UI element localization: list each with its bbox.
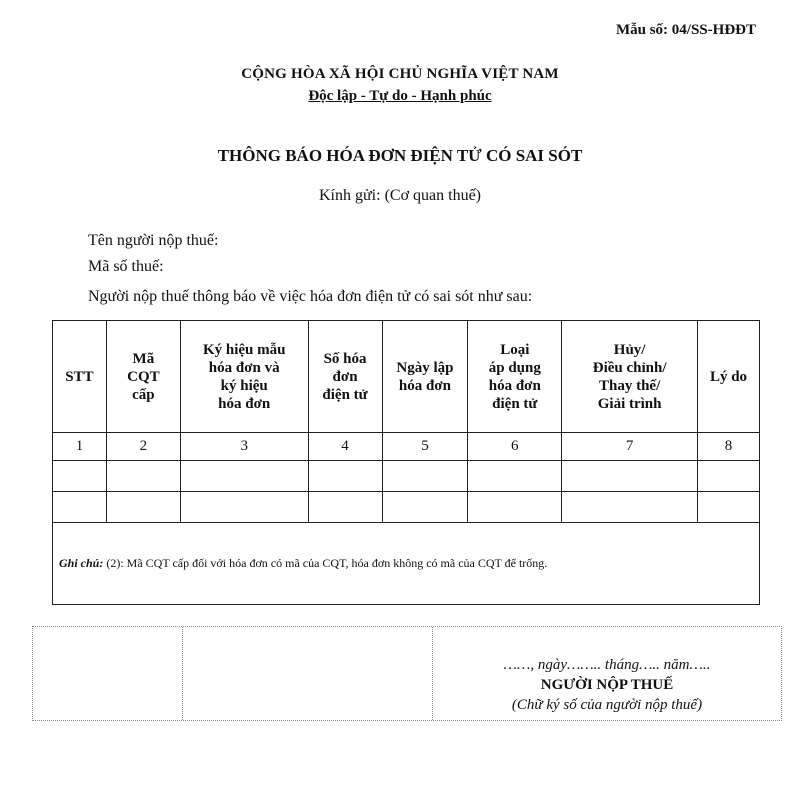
column-number: 8 [698,433,760,461]
table-cell[interactable] [698,461,760,492]
form-code: Mẫu số: 04/SS-HĐĐT [615,22,756,38]
col-header [382,321,468,433]
error-invoice-table [52,320,760,605]
signature-blank-cell [183,627,433,720]
column-number-row [53,433,760,461]
col-header-line: hóa đơn [218,395,271,412]
table-row [53,492,760,523]
col-header [53,321,107,433]
table-cell[interactable] [53,461,107,492]
table-cell[interactable] [106,492,180,523]
col-header-line: Lý do [709,368,748,385]
signature-block [433,627,781,720]
col-header-line: Ký hiệu mẫu [202,341,286,358]
tax-id-dotted-blank [88,272,738,273]
col-header-line: Loại [500,341,530,358]
note-label: Ghi chú: [59,556,104,570]
col-header [468,321,562,433]
signature-date-line: ……, ngày…….. tháng….. năm….. [503,657,711,673]
col-header [562,321,698,433]
table-cell[interactable] [106,461,180,492]
table-cell[interactable] [382,461,468,492]
col-header-line: cấp [132,386,155,403]
col-header-line: Số hóa [323,350,367,367]
col-header-line: hóa đơn [488,377,541,394]
col-header-line: CQT [127,368,160,385]
col-header-line: Thay thế/ [598,377,661,394]
table-cell[interactable] [180,461,308,492]
taxpayer-name-line [88,232,738,250]
col-header-line: hóa đơn [398,377,451,394]
col-header [308,321,382,433]
column-number: 5 [382,433,468,461]
table-cell[interactable] [468,492,562,523]
col-header-line: Hủy/ [613,341,646,358]
signature-area [32,626,782,721]
country-heading: CỘNG HÒA XÃ HỘI CHỦ NGHĨA VIỆT NAM [241,66,559,82]
col-header [698,321,760,433]
col-header [106,321,180,433]
column-number: 4 [308,433,382,461]
table-cell[interactable] [562,492,698,523]
note-text: (2): Mã CQT cấp đối với hóa đơn có mã của CQT, hóa đơn không có mã của CQT để trống. [103,556,548,570]
column-number: 1 [53,433,107,461]
signer-role: NGƯỜI NỘP THUẾ [540,677,674,693]
signature-note: (Chữ ký số của người nộp thuế) [511,697,703,713]
col-header-line: điện tử [492,395,538,412]
col-header-line: ký hiệu [220,377,268,394]
col-header-line: đơn [332,368,358,385]
column-number: 3 [180,433,308,461]
taxpayer-name-label: Tên người nộp thuế: [88,232,219,249]
table-cell[interactable] [562,461,698,492]
note-row [53,523,760,605]
note [59,556,547,570]
header-row [53,321,760,433]
table-cell[interactable] [308,492,382,523]
note-cell [53,523,760,605]
col-header [180,321,308,433]
column-number: 6 [468,433,562,461]
col-header-line: hóa đơn và [208,359,280,376]
col-header-line: điện tử [322,386,368,403]
table-cell[interactable] [180,492,308,523]
column-number: 2 [106,433,180,461]
tax-id-line [88,258,738,276]
table-cell[interactable] [53,492,107,523]
col-header-line: Điều chỉnh/ [592,359,667,376]
national-motto [0,88,800,105]
table-cell[interactable] [382,492,468,523]
intro-text: Người nộp thuế thông báo về việc hóa đơn điện tử có sai sót như sau: [88,288,533,305]
motto-text: Độc lập - Tự do - Hạnh phúc [308,88,492,104]
table-cell[interactable] [308,461,382,492]
recipient-line: Kính gửi: (Cơ quan thuế) [319,187,481,204]
tax-id-label: Mã số thuế: [88,258,164,275]
col-header-line: áp dụng [488,359,541,376]
col-header-line: Giải trình [597,395,662,412]
table-row [53,461,760,492]
col-header-line: STT [65,368,94,385]
signature-blank-cell [33,627,183,720]
table-cell[interactable] [468,461,562,492]
table-cell[interactable] [698,492,760,523]
document-title: THÔNG BÁO HÓA ĐƠN ĐIỆN TỬ CÓ SAI SÓT [217,146,583,165]
column-number: 7 [562,433,698,461]
col-header-line: Ngày lập [396,359,454,376]
col-header-line: Mã [132,350,155,367]
